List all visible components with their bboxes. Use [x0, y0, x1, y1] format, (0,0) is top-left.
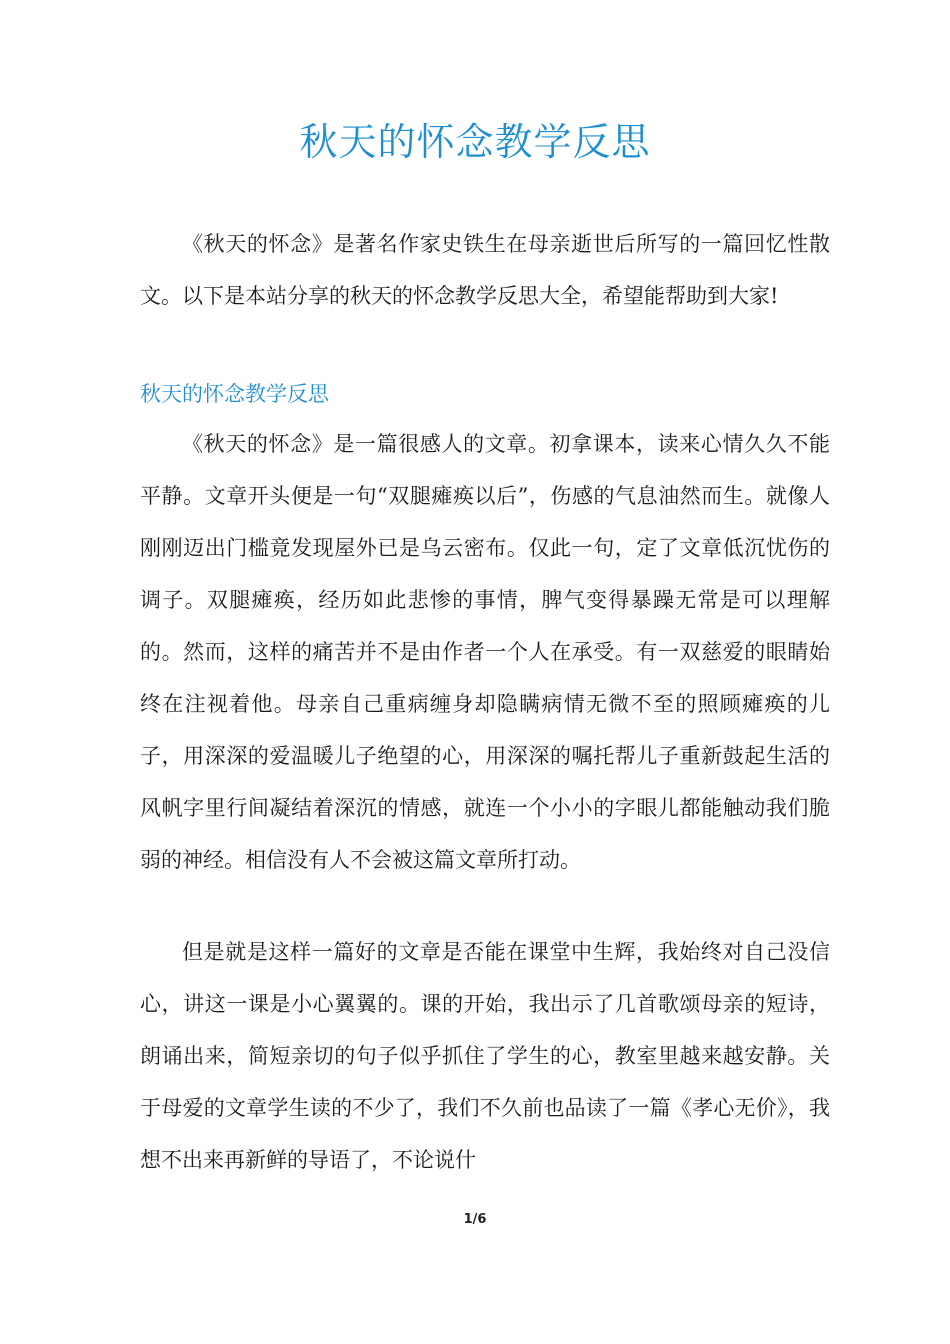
body-paragraph: 《秋天的怀念》是一篇很感人的文章。初拿课本，读来心情久久不能平静。文章开头便是一句“双腿瘫痪以后”，伤感的气息油然而生。就像人刚刚迈出门槛竟发现屋外已是乌云密布。仅此一句，定了文章低沉忧伤的调子。双腿瘫痪，经历如此悲惨的事情，脾气变得暴躁无常是可以理解的。然而，这样的痛苦并不是由作者一个人在承受。有一双慈爱的眼睛始终在注视着他。母亲自己重病缠身却隐瞒病情无微不至的照顾瘫痪的儿子，用深深的爱温暖儿子绝望的心，用深深的嘱托帮儿子重新鼓起生活的风帆字里行间凝结着深沉的情感，就连一个小小的字眼儿都能触动我们脆弱的神经。相信没有人不会被这篇文章所打动。	[140, 432, 830, 872]
body-paragraph: 但是就是这样一篇好的文章是否能在课堂中生辉，我始终对自己没信心，讲这一课是小心翼翼的。课的开始，我出示了几首歌颂母亲的短诗，朗诵出来，简短亲切的句子似乎抓住了学生的心，教室里越来越安静。关于母爱的文章学生读的不少了，我们不久前也品读了一篇《孝心无价》，我想不出来再新鲜的导语了，不论说什	[140, 940, 830, 1172]
section-heading: 秋天的怀念教学反思	[140, 382, 329, 406]
page-number: 1/6	[463, 1212, 487, 1227]
intro-paragraph: 《秋天的怀念》是著名作家史铁生在母亲逝世后所写的一篇回忆性散文。以下是本站分享的秋天的怀念教学反思大全，希望能帮助到大家!	[140, 232, 830, 308]
document-title: 秋天的怀念教学反思	[299, 120, 651, 164]
